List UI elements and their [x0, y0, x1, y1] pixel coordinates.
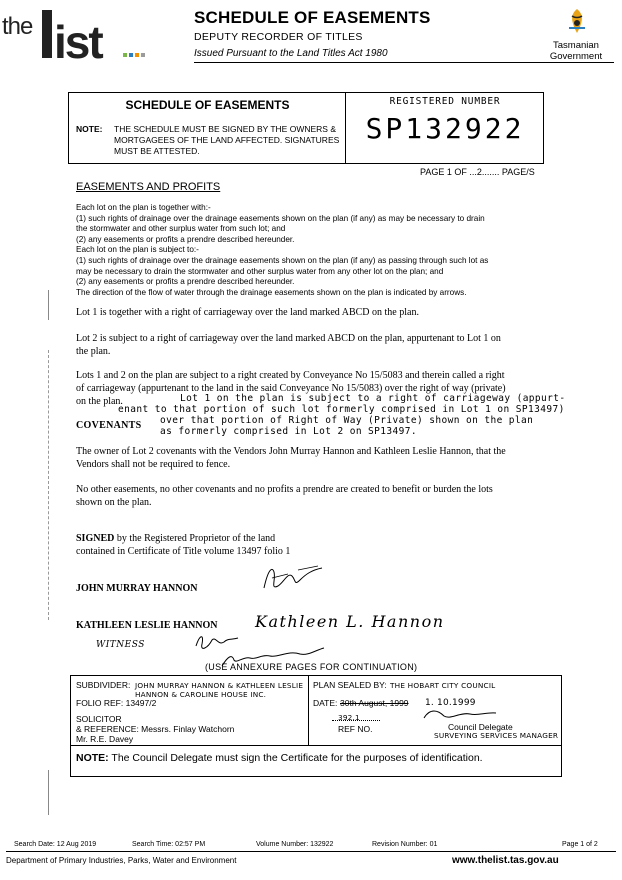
witness-label: WITNESS — [96, 640, 145, 650]
tasmanian-government-crest-icon — [562, 6, 592, 36]
box-divider — [345, 92, 346, 163]
line: The direction of the flow of water through the drainage easements shown on the plan is indicated by arrows. — [76, 287, 467, 297]
plan-sealed-label: PLAN SEALED BY: — [313, 680, 387, 690]
covenant-paragraph-b: Vendors shall not be required to fence. — [76, 459, 231, 470]
ref-number: 392.1 — [338, 713, 360, 722]
margin-mark — [48, 350, 50, 620]
plan-sealed-value: THE HOBART CITY COUNCIL — [390, 681, 496, 690]
margin-mark — [48, 770, 49, 815]
svg-text:ist: ist — [54, 16, 102, 62]
subdivider-label: SUBDIVIDER: — [76, 680, 131, 690]
gov-name-line2: Government — [549, 51, 603, 62]
line: (1) such rights of drainage over the drainage easements shown on the plan (if any) as passing through such lot as — [76, 255, 489, 265]
council-note-text: The Council Delegate must sign the Certificate for the purposes of identification. — [108, 752, 483, 764]
footer-search-time: Search Time: 02:57 PM — [132, 841, 206, 848]
signed-line-2: contained in Certificate of Title volume 13497 folio 1 — [76, 546, 291, 557]
line: the stormwater and other surplus water from such lot; and — [76, 224, 286, 234]
folio-ref: FOLIO REF: 13497/2 — [76, 698, 157, 708]
date-label: DATE: — [313, 698, 338, 708]
solicitor-line-2: & REFERENCE: Messrs. Finlay Watchorn — [76, 724, 235, 734]
thelist-logo — [2, 4, 162, 62]
signature-kathleen-hannon: Kathleen L. Hannon — [255, 612, 445, 631]
registered-number-label: REGISTERED NUMBER — [389, 96, 501, 107]
signed-bold: SIGNED — [76, 533, 115, 544]
table-divider-vertical — [308, 675, 309, 745]
no-other-paragraph-b: shown on the plan. — [76, 497, 152, 508]
lots12-paragraph-a: Lots 1 and 2 on the plan are subject to a right created by Conveyance No 15/5083 and therein called a right — [76, 370, 505, 381]
typed-line-2: enant to that portion of such lot formerly comprised in Lot 1 on SP13497) — [118, 404, 565, 415]
ref-label: REF NO. — [338, 724, 373, 734]
line: Each lot on the plan is subject to:- — [76, 245, 199, 255]
header-title: SCHEDULE OF EASEMENTS — [194, 8, 431, 27]
line: may be necessary to drain the stormwater and other surplus water from any other lot on the plan; and — [76, 266, 444, 276]
footer-department: Department of Primary Industries, Parks, Water and Environment — [6, 856, 237, 865]
lot2-paragraph-b: the plan. — [76, 346, 111, 357]
header-rule — [194, 62, 614, 63]
signature-john-hannon — [258, 560, 328, 594]
schedule-title: SCHEDULE OF EASEMENTS — [125, 98, 290, 112]
ref-dotted-line — [332, 720, 380, 721]
signatory-name-1: JOHN MURRAY HANNON — [76, 583, 198, 594]
svg-text:the: the — [2, 13, 33, 40]
solicitor-line-1: SOLICITOR — [76, 714, 122, 724]
footer-volume: Volume Number: 132922 — [256, 841, 334, 848]
continuation-label: (USE ANNEXURE PAGES FOR CONTINUATION) — [205, 662, 418, 672]
table-divider-horizontal — [70, 745, 562, 746]
date-struck: 30th August, 1999 — [340, 698, 409, 708]
note-label: NOTE: — [76, 124, 103, 134]
margin-mark — [48, 290, 49, 320]
footer-url[interactable]: www.thelist.tas.gov.au — [452, 855, 559, 866]
registered-number: SP132922 — [365, 112, 525, 145]
line: (1) such rights of drainage over the drainage easements shown on the plan (if any) as may be necessary to drain — [76, 213, 485, 223]
council-note-label: NOTE: — [76, 752, 109, 764]
note-text: THE SCHEDULE MUST BE SIGNED BY THE OWNERS & MORTGAGEES OF THE LAND AFFECTED. SIGNATURES MUST BE ATTESTED. — [114, 124, 340, 156]
solicitor-line-3: Mr. R.E. Davey — [76, 734, 134, 744]
no-other-paragraph-a: No other easements, no other covenants and no profits a prendre are created to benefit or burden the lots — [76, 484, 493, 495]
drainage-rights-text — [76, 203, 546, 298]
line: Each lot on the plan is together with:- — [76, 203, 211, 212]
lots12-paragraph-b: of carriageway (appurtenant to the land in the said Conveyance No 15/5083) over the right of way (private) — [76, 383, 506, 394]
easements-heading: EASEMENTS AND PROFITS — [76, 181, 221, 193]
typed-line-1: Lot 1 on the plan is subject to a right of carriageway (appurt- — [180, 393, 566, 404]
typed-line-4: as formerly comprised in Lot 2 on SP13497. — [160, 426, 418, 437]
footer-revision: Revision Number: 01 — [372, 841, 438, 848]
council-delegate-label: Council Delegate — [448, 722, 513, 732]
footer-page: Page 1 of 2 — [562, 841, 598, 848]
line: (2) any easements or profits a prendre described hereunder. — [76, 277, 295, 287]
line: (2) any easements or profits a prendre described hereunder. — [76, 234, 295, 244]
footer-rule — [6, 851, 616, 852]
council-note — [76, 752, 483, 764]
delegate-signature — [420, 704, 500, 724]
subdivider-value-1: JOHN MURRAY HANNON & KATHLEEN LESLIE — [135, 681, 304, 690]
council-delegate-title: SURVEYING SERVICES MANAGER — [434, 731, 559, 740]
typed-line-3: over that portion of Right of Way (Private) shown on the plan — [160, 415, 534, 426]
gov-name-line1: Tasmanian — [553, 40, 599, 51]
signed-rest: by the Registered Proprietor of the land — [114, 533, 276, 544]
page-of: PAGE 1 OF ...2....... PAGE/S — [420, 167, 535, 177]
signatory-name-2: KATHLEEN LESLIE HANNON — [76, 620, 218, 631]
header-subtitle: DEPUTY RECORDER OF TITLES — [194, 31, 363, 43]
footer-search-date: Search Date: 12 Aug 2019 — [14, 841, 97, 848]
subdivider-value-2: HANNON & CAROLINE HOUSE INC. — [135, 690, 267, 699]
header-act: Issued Pursuant to the Land Titles Act 1980 — [194, 48, 388, 59]
signed-line-1 — [76, 533, 546, 546]
date-handwritten: 1. 10.1999 — [425, 698, 476, 708]
lot2-paragraph-a: Lot 2 is subject to a right of carriageway over the land marked ABCD on the plan, appurtenant to Lot 1 on — [76, 333, 501, 344]
lots12-paragraph-c: on the plan. — [76, 396, 123, 407]
covenants-heading: COVENANTS — [76, 420, 142, 431]
covenant-paragraph-a: The owner of Lot 2 covenants with the Vendors John Murray Hannon and Kathleen Leslie Hannon, that the — [76, 446, 506, 457]
lot1-paragraph: Lot 1 is together with a right of carriageway over the land marked ABCD on the plan. — [76, 307, 419, 318]
